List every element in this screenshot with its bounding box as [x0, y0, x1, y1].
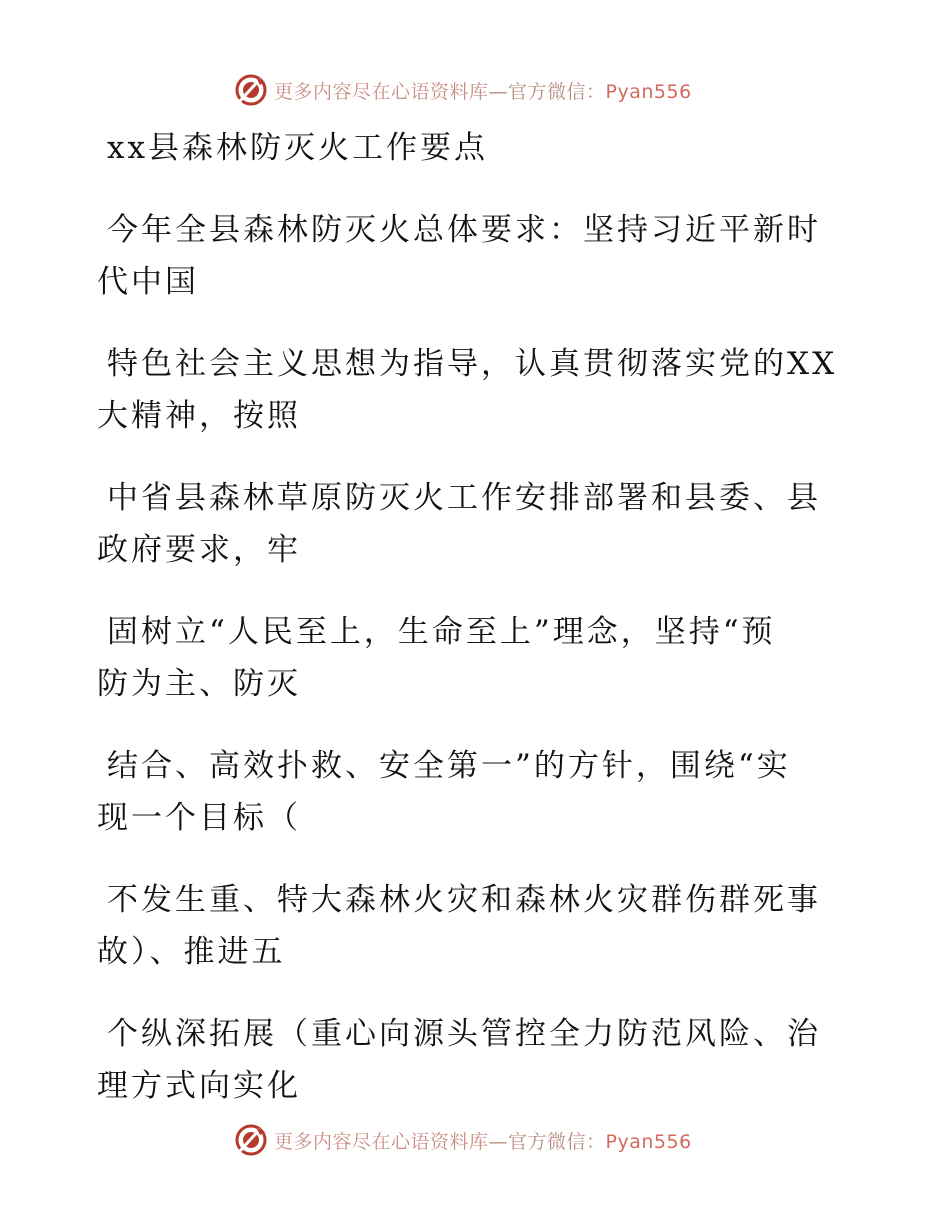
watermark-text: 更多内容尽在心语资料库—官方微信：Pyan556	[274, 1130, 692, 1153]
paragraph-line: 个纵深拓展（重心向源头管控全力防范风险、治	[107, 1016, 821, 1052]
document-title: xx县森林防灭火工作要点	[107, 130, 488, 166]
watermark-text: 更多内容尽在心语资料库—官方微信：Pyan556	[274, 80, 692, 103]
paragraph-line: 特色社会主义思想为指导，认真贯彻落实党的XX	[107, 346, 838, 382]
paragraph-line: 现一个目标（	[97, 800, 301, 836]
paragraph-line: 大精神，按照	[97, 398, 301, 434]
paragraph-line: 固树立“人民至上，生命至上”理念，坚持“预	[107, 614, 776, 650]
quill-seal-icon	[234, 73, 268, 107]
paragraph-line: 防为主、防灭	[97, 666, 301, 702]
paragraph-line: 政府要求，牢	[97, 532, 301, 568]
paragraph-line: 今年全县森林防灭火总体要求：坚持习近平新时	[107, 212, 821, 248]
paragraph-line: 不发生重、特大森林火灾和森林火灾群伤群死事	[107, 882, 821, 918]
paragraph-line: 代中国	[97, 264, 199, 300]
footer-watermark-banner	[234, 1120, 692, 1160]
paragraph-line: 理方式向实化	[97, 1068, 301, 1104]
header-watermark-banner	[234, 70, 692, 110]
paragraph-line: 结合、高效扑救、安全第一”的方针，围绕“实	[107, 748, 791, 784]
quill-seal-icon	[234, 1123, 268, 1157]
paragraph-line: 故）、推进五	[97, 934, 286, 970]
document-body	[97, 122, 857, 1112]
paragraph-line: 中省县森林草原防灭火工作安排部署和县委、县	[107, 480, 821, 516]
